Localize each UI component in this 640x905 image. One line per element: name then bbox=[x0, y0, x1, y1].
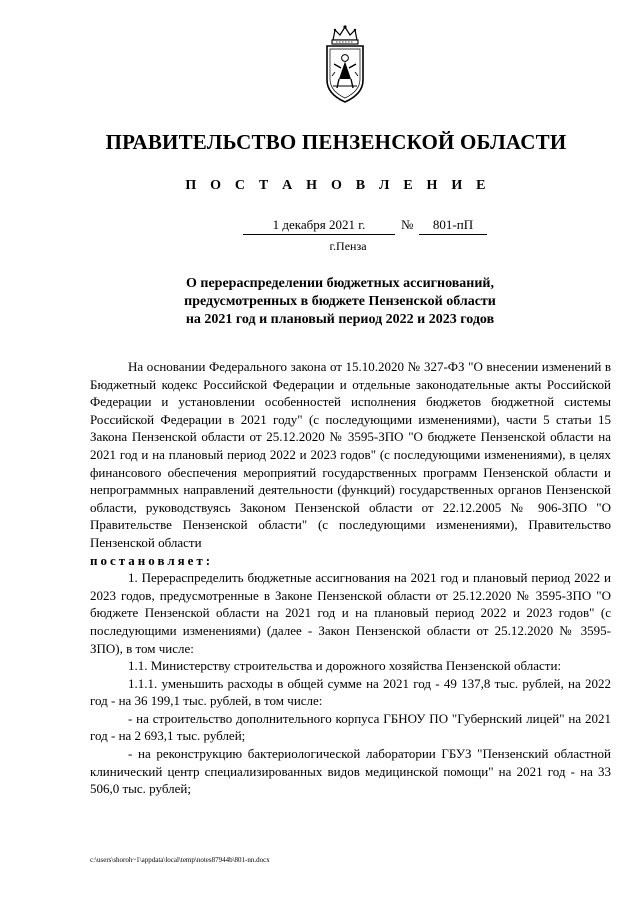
decree-word: постановляет: bbox=[90, 552, 214, 568]
document-requisites bbox=[243, 217, 493, 235]
clause-1-1-1: 1.1.1. уменьшить расходы в общей сумме на 2021 год - 49 137,8 тыс. рублей, на 2022 год - на 36 199,1 тыс. рублей, в том числе: bbox=[90, 675, 611, 709]
city-name: г.Пенза bbox=[329, 239, 367, 253]
document-date: 1 декабря 2021 г. bbox=[243, 217, 395, 235]
list-item: - на реконструкцию бактериологической лаборатории ГБУЗ "Пензенский областной клинический центр специализированных видов медицинской помощи" на 2021 год - на 33 506,0 тыс. рублей; bbox=[90, 746, 611, 797]
subject-line: на 2021 год и плановый период 2022 и 2023 годов bbox=[185, 312, 495, 327]
list-item: - на строительство дополнительного корпуса ГБНОУ ПО "Губернский лицей" на 2021 год - на 2 693,1 тыс. рублей; bbox=[90, 710, 611, 744]
number-label: № bbox=[401, 217, 414, 232]
subject-line: предусмотренных в бюджете Пензенской области bbox=[184, 294, 496, 309]
clause-1-1: 1.1. Министерству строительства и дорожного хозяйства Пензенской области: bbox=[128, 658, 562, 674]
preamble-paragraph: На основании Федерального закона от 15.10.2020 № 327-ФЗ "О внесении изменений в Бюджетный кодекс Российской Федерации и отдельные законодательные акты Российской Федерации и установлении особенностей исполнения бюджетов бюджетной системы Российской Федерации в 2021 году" (с последующими изменениями), части 5 статьи 15 Закона Пензенской области от 25.12.2020 № 3595-ЗПО "О бюджете Пензенской области на 2021 год и на плановый период 2022 и 2023 годов" (с последующими изменениями), в целях финансового обеспечения мероприятий государственных программ Пензенской области и непрограммных направлений деятельности (функций) государственных органов Пензенской области, руководствуясь Законом Пензенской области от 22.12.2005 № 906-ЗПО "О Правительстве Пензенской области" (с последующими изменениями), Правительство Пензенской области bbox=[90, 359, 611, 550]
coat-of-arms-icon bbox=[321, 24, 369, 106]
document-type: П О С Т А Н О В Л Е Н И Е bbox=[185, 178, 491, 193]
document-subject bbox=[150, 275, 530, 329]
document-body bbox=[90, 358, 611, 798]
file-path-footer: c:\users\shoroh~1\appdata\local\temp\notes87944b\801-nn.docx bbox=[90, 856, 270, 864]
organization-title: ПРАВИТЕЛЬСТВО ПЕНЗЕНСКОЙ ОБЛАСТИ bbox=[105, 130, 567, 154]
document-number: 801-пП bbox=[419, 217, 487, 235]
clause-1: 1. Перераспределить бюджетные ассигнования на 2021 год и плановый период 2022 и 2023 годов, предусмотренные в Законе Пензенской области от 25.12.2020 № 3595-ЗПО "О бюджете Пензенской области на 2021 год и на плановый период 2022 и 2023 годов" (с последующими изменениями) (далее - Закон Пензенской области от 25.12.2020 № 3595-ЗПО), в том числе: bbox=[90, 570, 611, 656]
subject-line: О перераспределении бюджетных ассигнований, bbox=[186, 276, 494, 291]
decree-word-paragraph bbox=[90, 552, 611, 570]
